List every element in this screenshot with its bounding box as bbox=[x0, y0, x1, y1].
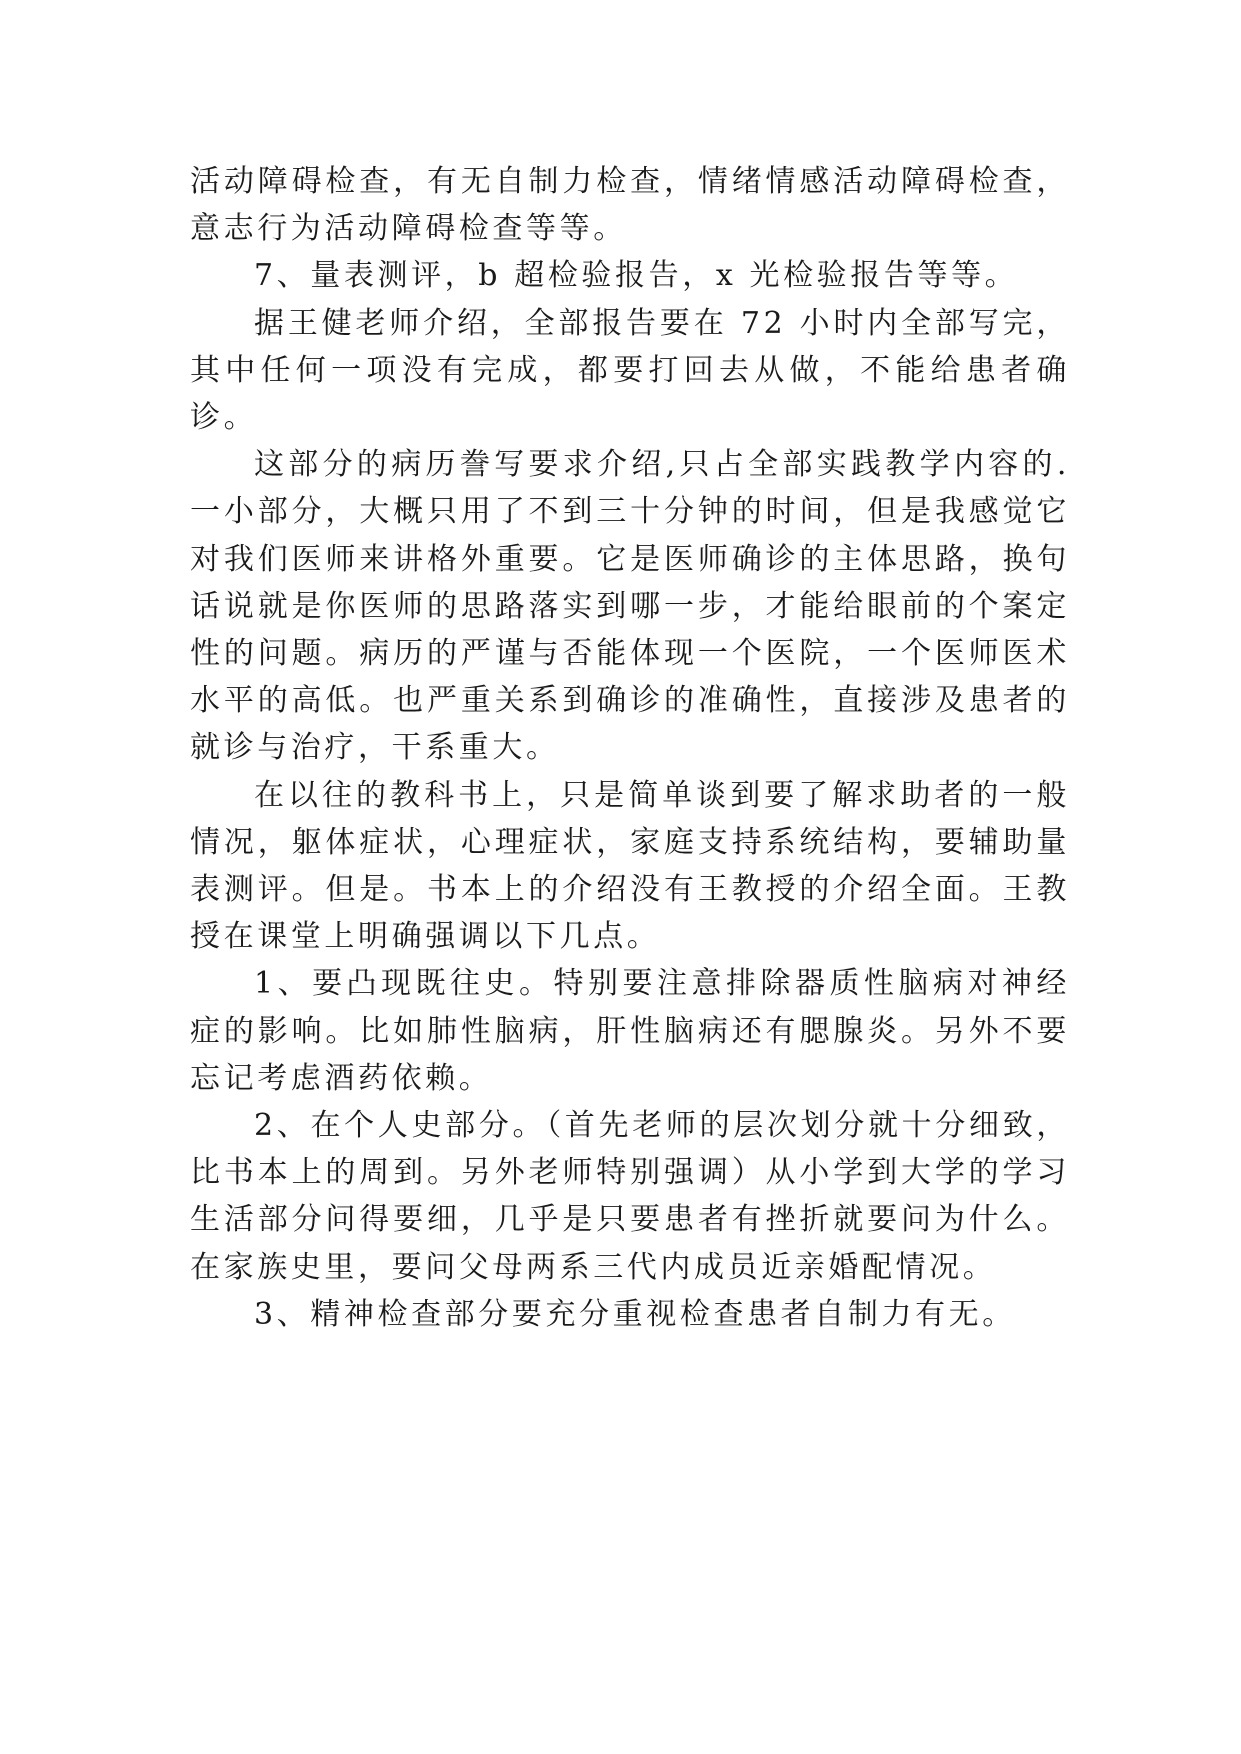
paragraph-8: 3、精神检查部分要充分重视检查患者自制力有无。 bbox=[254, 1296, 1016, 1332]
paragraph-7: 2、在个人史部分。（首先老师的层次划分就十分细致，比书本上的周到。另外老师特别强调）从小学到大学的学习生活部分问得要细，几乎是只要患者有挫折就要问为什么。在家族史里，要问父母两系三代内成员近亲婚配情况。 bbox=[190, 1108, 1070, 1285]
paragraph-5: 在以往的教科书上，只是简单谈到要了解求助者的一般情况，躯体症状，心理症状，家庭支持系统结构，要辅助量表测评。但是。书本上的介绍没有王教授的介绍全面。王教授在课堂上明确强调以下几点。 bbox=[190, 777, 1070, 955]
document-page bbox=[190, 158, 1070, 1338]
paragraph-1: 活动障碍检查，有无自制力检查，情绪情感活动障碍检查，意志行为活动障碍检查等等。 bbox=[190, 164, 1070, 247]
paragraph-4: 这部分的病历誊写要求介绍,只占全部实践教学内容的.一小部分，大概只用了不到三十分钟的时间，但是我感觉它对我们医师来讲格外重要。它是医师确诊的主体思路，换句话说就是你医师的思路落实到哪一步，才能给眼前的个案定性的问题。病历的严谨与否能体现一个医院，一个医师医术水平的高低。也严重关系到确诊的准确性，直接涉及患者的就诊与治疗，干系重大。 bbox=[190, 447, 1070, 766]
paragraph-2: 7、量表测评，b 超检验报告，x 光检验报告等等。 bbox=[254, 258, 1019, 294]
paragraph-3: 据王健老师介绍，全部报告要在 72 小时内全部写完，其中任何一项没有完成，都要打回去从做，不能给患者确诊。 bbox=[190, 305, 1070, 436]
paragraph-6: 1、要凸现既往史。特别要注意排除器质性脑病对神经症的影响。比如肺性脑病，肝性脑病还有腮腺炎。另外不要忘记考虑酒药依赖。 bbox=[190, 966, 1070, 1096]
